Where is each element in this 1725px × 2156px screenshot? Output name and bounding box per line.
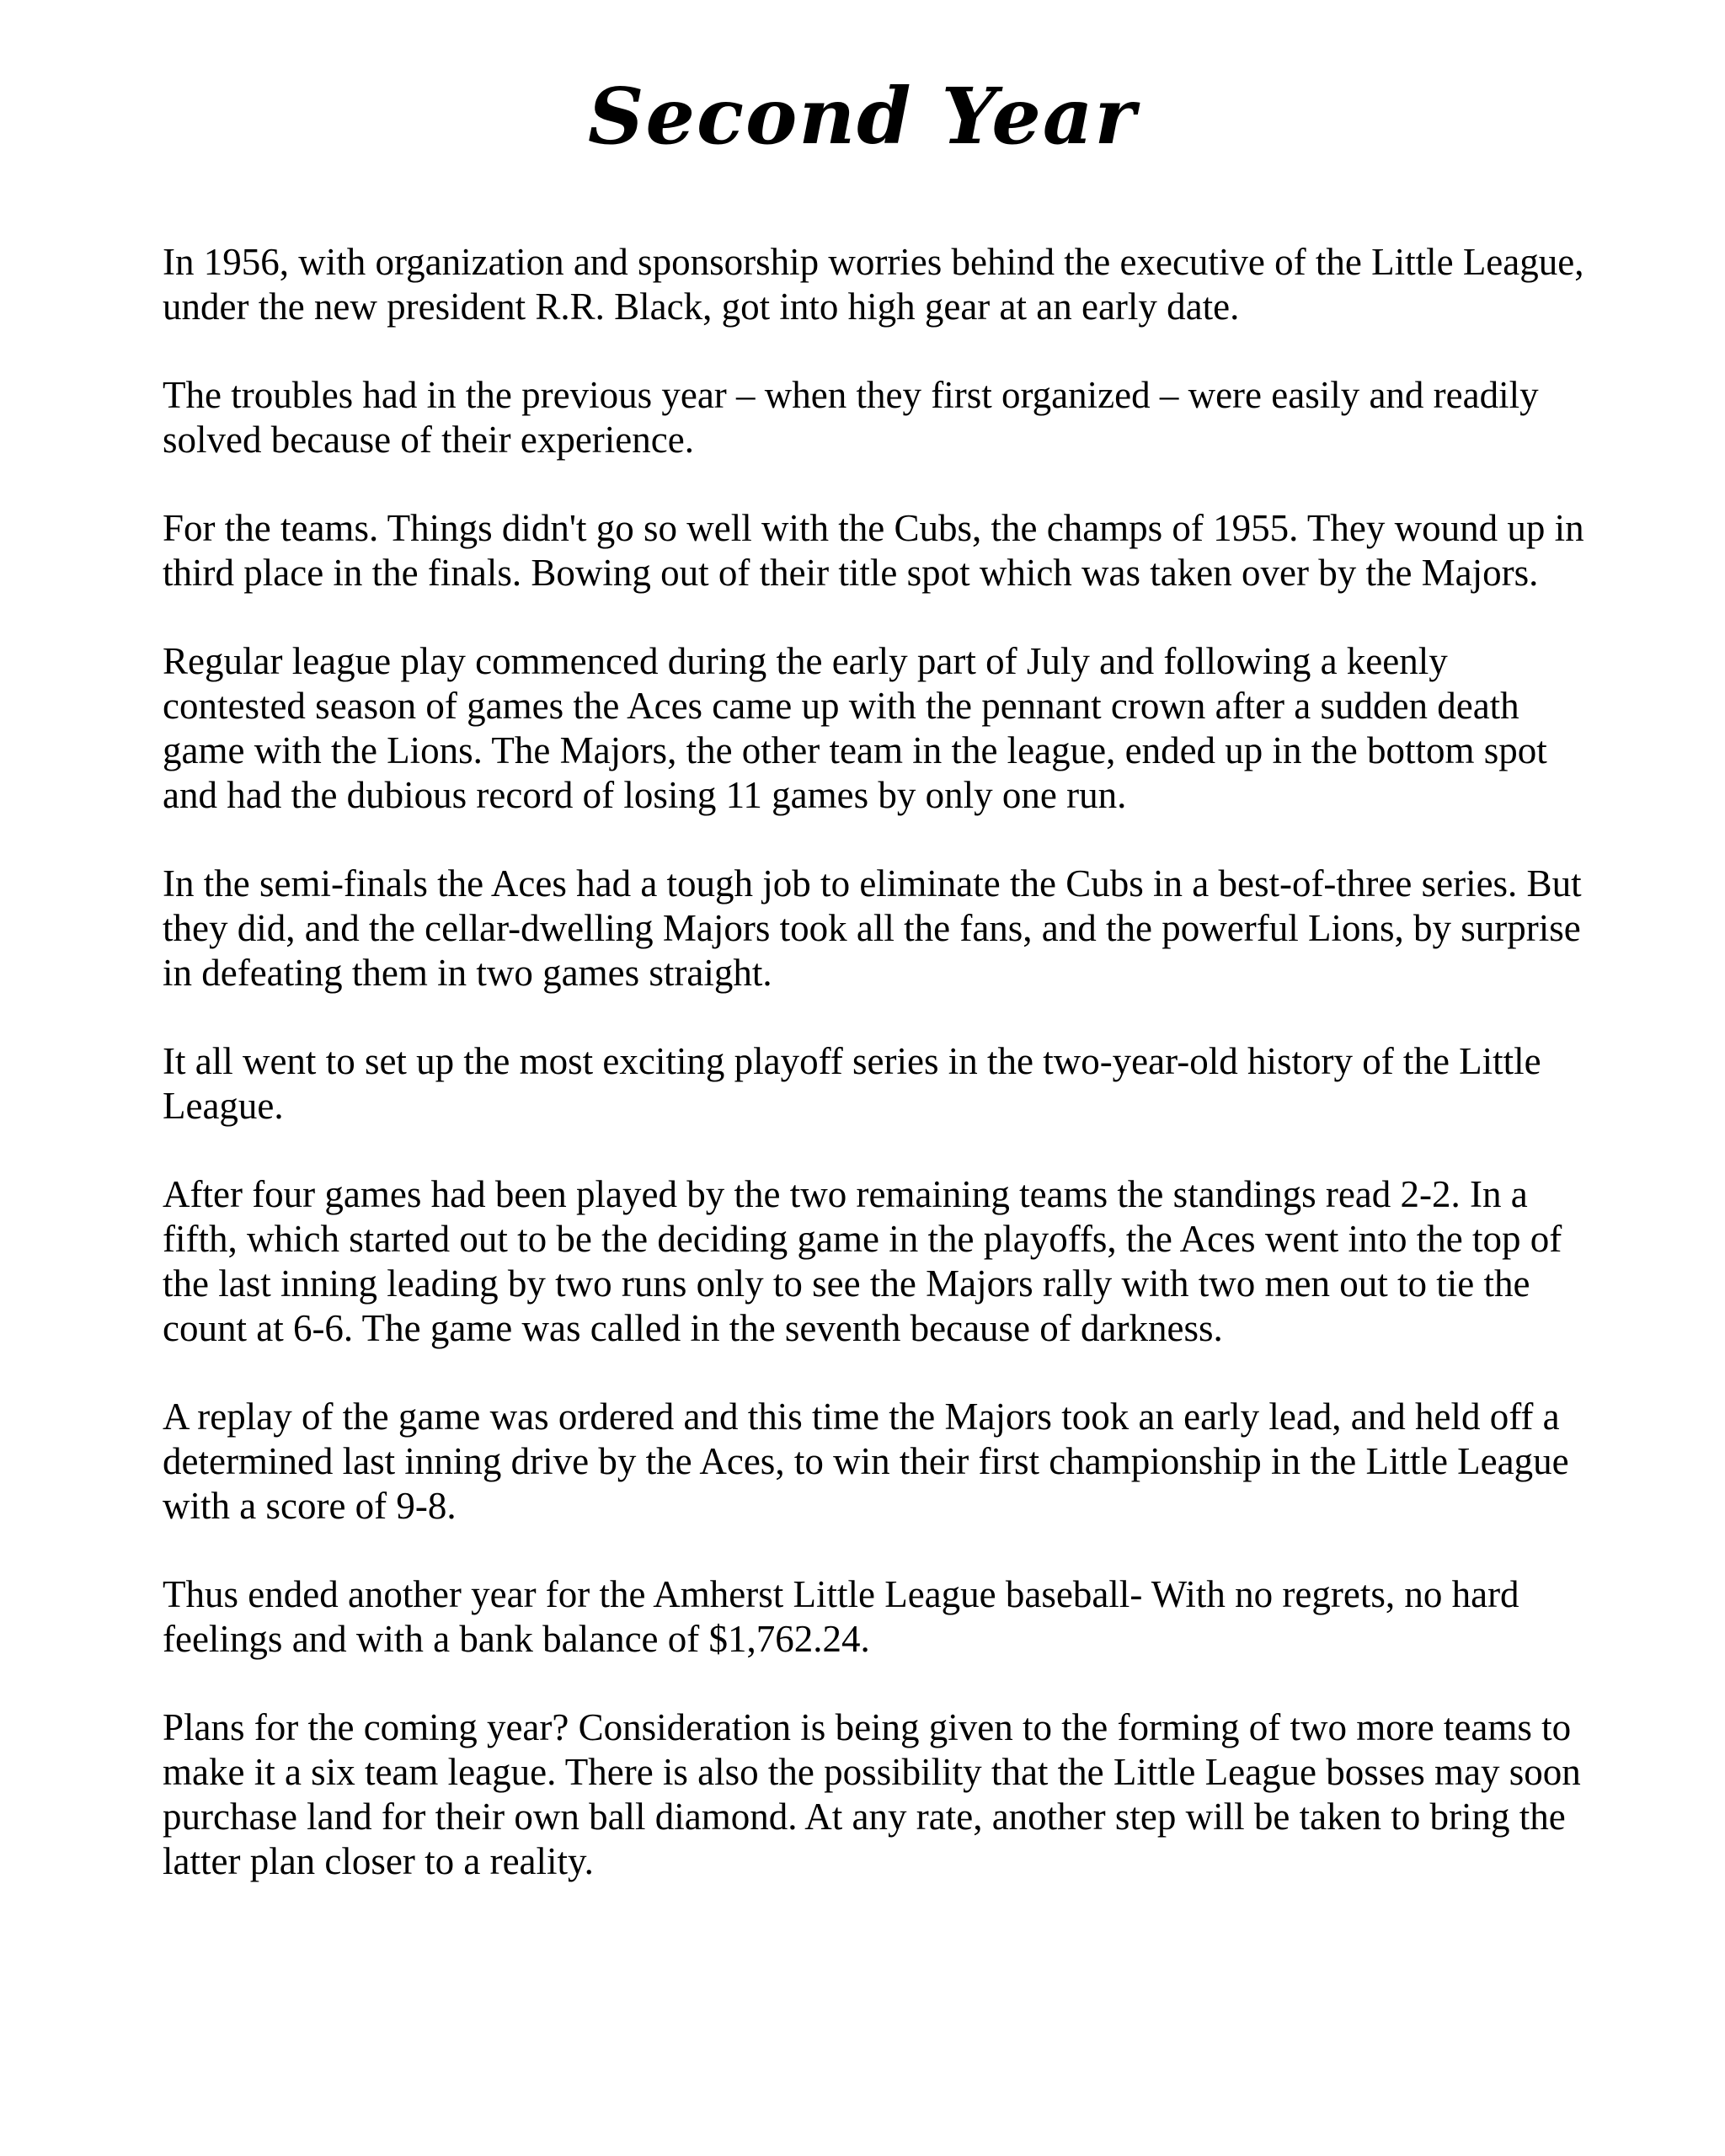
paragraph: In 1956, with organization and sponsorship worries behind the executive of the Little League, under the new president R.R. Black, got into high gear at an early date.: [163, 241, 1584, 328]
paragraph: It all went to set up the most exciting playoff series in the two-year-old history of the Little League.: [163, 1040, 1541, 1127]
paragraph: After four games had been played by the two remaining teams the standings read 2-2. In a fifth, which started out to be the deciding game in the playoffs, the Aces went into the top of the last inning leading by two runs only to see the Majors rally with two men out to tie the count at 6-6. The game was called in the seventh because of darkness.: [163, 1173, 1562, 1349]
paragraph: Regular league play commenced during the early part of July and following a keenly contested season of games the Aces came up with the pennant crown after a sudden death game with the Lions. The Majors, the other team in the league, ended up in the bottom spot and had the dubious record of losing 11 games by only one run.: [163, 640, 1547, 816]
paragraph: In the semi-finals the Aces had a tough job to eliminate the Cubs in a best-of-three series. But they did, and the cellar-dwelling Majors took all the fans, and the powerful Lions, by surprise in defeating them in two games straight.: [163, 862, 1582, 994]
paragraph: For the teams. Things didn't go so well with the Cubs, the champs of 1955. They wound up in third place in the finals. Bowing out of their title spot which was taken over by the Majors.: [163, 507, 1584, 594]
page-title: Second Year: [588, 71, 1137, 162]
article-body: [163, 240, 1594, 1928]
paragraph: Thus ended another year for the Amherst Little League baseball- With no regrets, no hard feelings and with a bank balance of $1,762.24.: [163, 1573, 1519, 1660]
paragraph: A replay of the game was ordered and this time the Majors took an early lead, and held off a determined last inning drive by the Aces, to win their first championship in the Little League with a score of 9-8.: [163, 1396, 1569, 1527]
paragraph: The troubles had in the previous year – when they first organized – were easily and readily solved because of their experience.: [163, 374, 1539, 461]
paragraph: Plans for the coming year? Consideration is being given to the forming of two more teams to make it a six team league. There is also the possibility that the Little League bosses may soon purchase land for their own ball diamond. At any rate, another step will be taken to bring the latter plan closer to a reality.: [163, 1706, 1581, 1882]
